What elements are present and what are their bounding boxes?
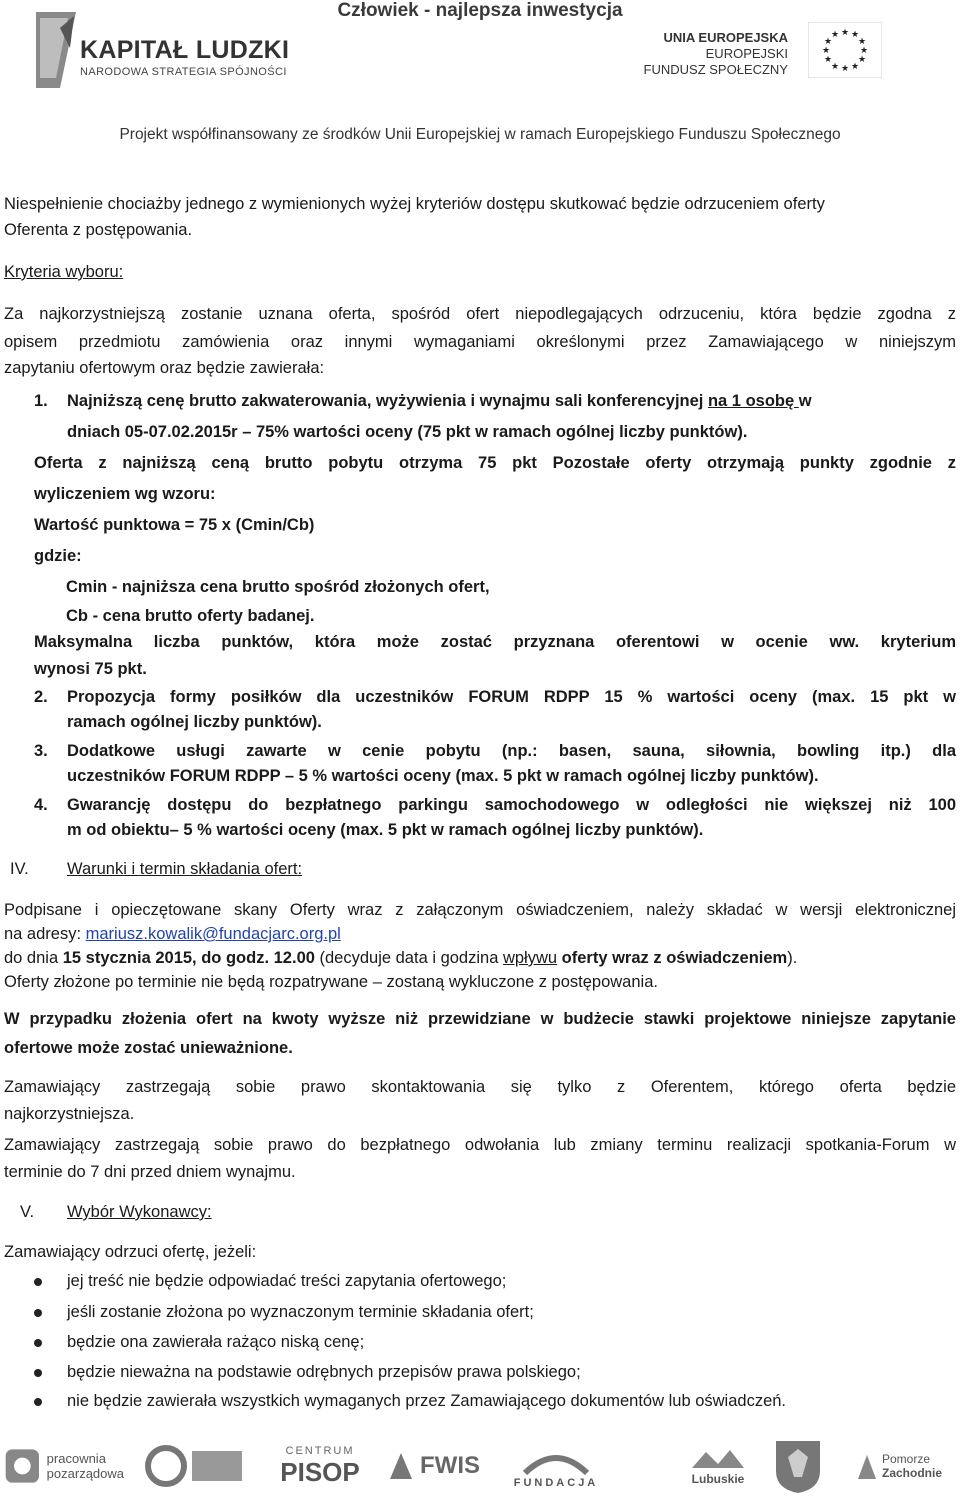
criterion-3-line-1: Dodatkowe usługi zawarte w cenie pobytu (np.: basen, sauna, siłownia, bowling itp.) dla (67, 742, 956, 760)
svg-text:★: ★ (850, 30, 860, 40)
svg-text:★: ★ (840, 28, 850, 38)
formula: Wartość punktowa = 75 x (Cmin/Cb) (34, 516, 315, 534)
bullet-icon (34, 1369, 42, 1377)
kapital-ludzki-subtitle: NARODOWA STRATEGIA SPÓJNOŚCI (80, 66, 287, 78)
lubuskie-icon (688, 1446, 748, 1472)
criterion-3-number: 3. (34, 742, 48, 760)
section-4-p4-line-2: ofertowe może zostać unieważnione. (4, 1039, 293, 1057)
pomorze-zachodnie-logo (856, 1436, 956, 1496)
max-points-line-1: Maksymalna liczba punktów, która może zostać przyznana oferentowi w ocenie ww. kryterium (34, 633, 956, 651)
svg-text:★: ★ (857, 37, 867, 47)
centrum-pisop-logo (270, 1436, 370, 1496)
criterion-1-line-1 (67, 389, 812, 414)
fwis-label: FWIS (420, 1452, 480, 1479)
svg-text:★: ★ (821, 46, 831, 56)
deadline-f: ). (787, 949, 798, 967)
pracownia-pozarzadowa-text (47, 1451, 124, 1481)
section-4-p3: Oferty złożone po terminie nie będą rozpatrywane – zostaną wykluczone z postępowania. (4, 973, 658, 991)
intro-line-2: Oferenta z postępowania. (4, 221, 193, 239)
rejection-item: będzie nieważna na podstawie odrębnych przepisów prawa polskiego; (67, 1363, 581, 1381)
pracownia-line-2: pozarządowa (46, 1466, 124, 1481)
eu-flag-icon (808, 22, 882, 78)
svg-text:★: ★ (830, 62, 840, 72)
rejection-item: jeśli zostanie złożona po wyznaczonym terminie składania ofert; (67, 1303, 534, 1321)
header-slogan: Człowiek - najlepsza inwestycja (337, 0, 623, 21)
cio-icon (142, 1441, 246, 1491)
fwis-icon (388, 1451, 414, 1481)
criterion-4-number: 4. (34, 796, 48, 814)
ue-line-1: UNIA EUROPEJSKA (663, 30, 788, 45)
section-4-p1-line-2 (4, 922, 341, 947)
criterion-2-line-1: Propozycja formy posiłków dla uczestników FORUM RDPP 15 % wartości oceny (max. 15 pkt w (67, 688, 956, 706)
rejection-item: będzie ona zawierała rażąco niską cenę; (67, 1333, 365, 1351)
centrum-label: CENTRUM (285, 1444, 355, 1457)
pracownia-line-1: pracownia (46, 1451, 106, 1466)
svg-text:★: ★ (850, 62, 860, 72)
max-points-line-2: wynosi 75 pkt. (34, 660, 147, 678)
criteria-heading: Kryteria wyboru: (4, 263, 124, 281)
ue-line-2: EUROPEJSKI (705, 46, 788, 61)
pracownia-pozarzadowa-icon (4, 1444, 41, 1488)
criterion-4-line-2: m od obiektu– 5 % wartości oceny (max. 5 pkt w ramach ogólnej liczby punktów). (67, 821, 704, 839)
formula-cmin: Cmin - najniższa cena brutto spośród złożonych ofert, (66, 578, 490, 596)
lubuskie-label: Lubuskie (691, 1472, 745, 1486)
deadline-a: do dnia (4, 949, 63, 967)
criterion-3-line-2: uczestników FORUM RDPP – 5 % wartości oceny (max. 5 pkt w ramach ogólnej liczby punktów). (67, 767, 819, 785)
header-project-line: Projekt współfinansowany ze środków Unii Europejskiej w ramach Europejskiego Funduszu Społecznego (119, 126, 841, 143)
bullet-icon (34, 1339, 42, 1347)
formula-cb: Cb - cena brutto oferty badanej. (66, 607, 315, 625)
criterion-1-desc-line-2: wyliczeniem wg wzoru: (34, 485, 216, 503)
section-4-p5-line-1: Zamawiający zastrzegają sobie prawo skontaktowania się tylko z Oferentem, którego oferta będzie (4, 1078, 956, 1096)
criteria-text-line-1: Za najkorzystniejszą zostanie uznana oferta, spośród ofert niepodlegających odrzuceniu, która będzie zgodna z (4, 305, 956, 323)
intro-line-1: Niespełnienie chociażby jednego z wymienionych wyżej kryteriów dostępu skutkować będzie odrzuceniem oferty (4, 195, 825, 213)
criterion-4-line-1: Gwarancję dostępu do bezpłatnego parkingu samochodowego w odległości nie większej niż 100 (67, 796, 956, 814)
fundacja-rc-logo (508, 1436, 604, 1496)
svg-text:★: ★ (840, 64, 850, 74)
svg-text:★: ★ (857, 55, 867, 65)
lubuskie-logo (668, 1436, 768, 1496)
section-4-deadline (4, 946, 797, 971)
svg-text:★: ★ (823, 55, 833, 65)
criterion-2-number: 2. (34, 688, 48, 706)
kapital-ludzki-title: KAPITAŁ LUDZKI (80, 36, 290, 64)
pomorze-icon (856, 1451, 878, 1481)
formula-where: gdzie: (34, 547, 82, 565)
pomorze-text (882, 1452, 942, 1480)
section-5-number: V. (20, 1203, 35, 1221)
fundacja-label: FUNDACJA (513, 1477, 599, 1489)
section-4-p5-line-2: najkorzystniejsza. (4, 1105, 135, 1123)
deadline-date: 15 stycznia 2015, do godz. 12.00 (62, 949, 315, 967)
criteria-text-line-3: zapytaniu ofertowym oraz będzie zawierała: (4, 359, 325, 377)
criterion-1-line-1b: na 1 osobę (707, 392, 799, 410)
section-4-p6-line-2: terminie do 7 dni przed dniem wynajmu. (4, 1163, 296, 1181)
rejection-item: nie będzie zawierała wszystkich wymaganych przez Zamawiającego dokumentów lub oświadczeń. (67, 1392, 787, 1410)
ue-text (640, 30, 788, 78)
pomorze-line-2: Zachodnie (882, 1466, 943, 1480)
pomorze-line-1: Pomorze (882, 1452, 931, 1466)
criterion-1-line-1a: Najniższą cenę brutto zakwaterowania, wyżywienia i wynajmu sali konferencyjnej (67, 392, 708, 410)
criterion-1-line-1c: w (798, 392, 812, 410)
rejection-item: jej treść nie będzie odpowiadać treści zapytania ofertowego; (67, 1272, 507, 1290)
deadline-c: (decyduje data i godzina (314, 949, 503, 967)
bullet-icon (34, 1278, 42, 1286)
bullet-icon (34, 1309, 42, 1317)
section-4-p4-line-1: W przypadku złożenia ofert na kwoty wyższe niż przewidziane w budżecie stawki projektowe niniejsze zapytanie (4, 1010, 956, 1028)
section-5-title: Wybór Wykonawcy: (67, 1203, 212, 1221)
eagle-crest-icon (772, 1437, 824, 1495)
section-4-title: Warunki i termin składania ofert: (67, 860, 303, 878)
cio-logo (142, 1436, 252, 1496)
urzad-eagle-logo (772, 1436, 834, 1496)
section-5-intro: Zamawiający odrzuci ofertę, jeżeli: (4, 1243, 257, 1261)
section-4-p1-line-1: Podpisane i opieczętowane skany Oferty wraz z załączonym oświadczeniem, należy składać w wersji elektronicznej (4, 901, 956, 919)
criterion-1-number: 1. (34, 392, 48, 410)
section-4-p6-line-1: Zamawiający zastrzegają sobie prawo do bezpłatnego odwołania lub zmiany terminu realizacji spotkania-Forum w (4, 1136, 956, 1154)
pracownia-pozarzadowa-logo (4, 1436, 124, 1496)
svg-text:★: ★ (823, 37, 833, 47)
criterion-1-desc-line-1: Oferta z najniższą ceną brutto pobytu otrzyma 75 pkt Pozostałe oferty otrzymają punkty zgodnie z (34, 454, 956, 472)
addresses-label: na adresy: (4, 925, 86, 943)
pisop-label: PISOP (280, 1456, 360, 1487)
svg-text:★: ★ (830, 30, 840, 40)
criterion-2-line-2: ramach ogólnej liczby punktów). (67, 713, 322, 731)
deadline-e: oferty wraz z oświadczeniem (557, 949, 788, 967)
svg-text:★: ★ (859, 46, 869, 56)
fwis-logo (388, 1436, 496, 1496)
email-link[interactable]: mariusz.kowalik@fundacjarc.org.pl (85, 925, 341, 943)
ue-line-3: FUNDUSZ SPOŁECZNY (643, 62, 788, 77)
criteria-text-line-2: opisem przedmiotu zamówienia oraz innymi wymaganiami określonymi przez Zamawiającego w niniejszym (4, 333, 956, 351)
criterion-1-line-2: dniach 05-07.02.2015r – 75% wartości oceny (75 pkt w ramach ogólnej liczby punktów). (67, 423, 748, 441)
fundacja-rc-icon (521, 1443, 591, 1477)
deadline-d: wpływu (502, 949, 558, 967)
section-4-number: IV. (10, 860, 29, 878)
bullet-icon (34, 1398, 42, 1406)
